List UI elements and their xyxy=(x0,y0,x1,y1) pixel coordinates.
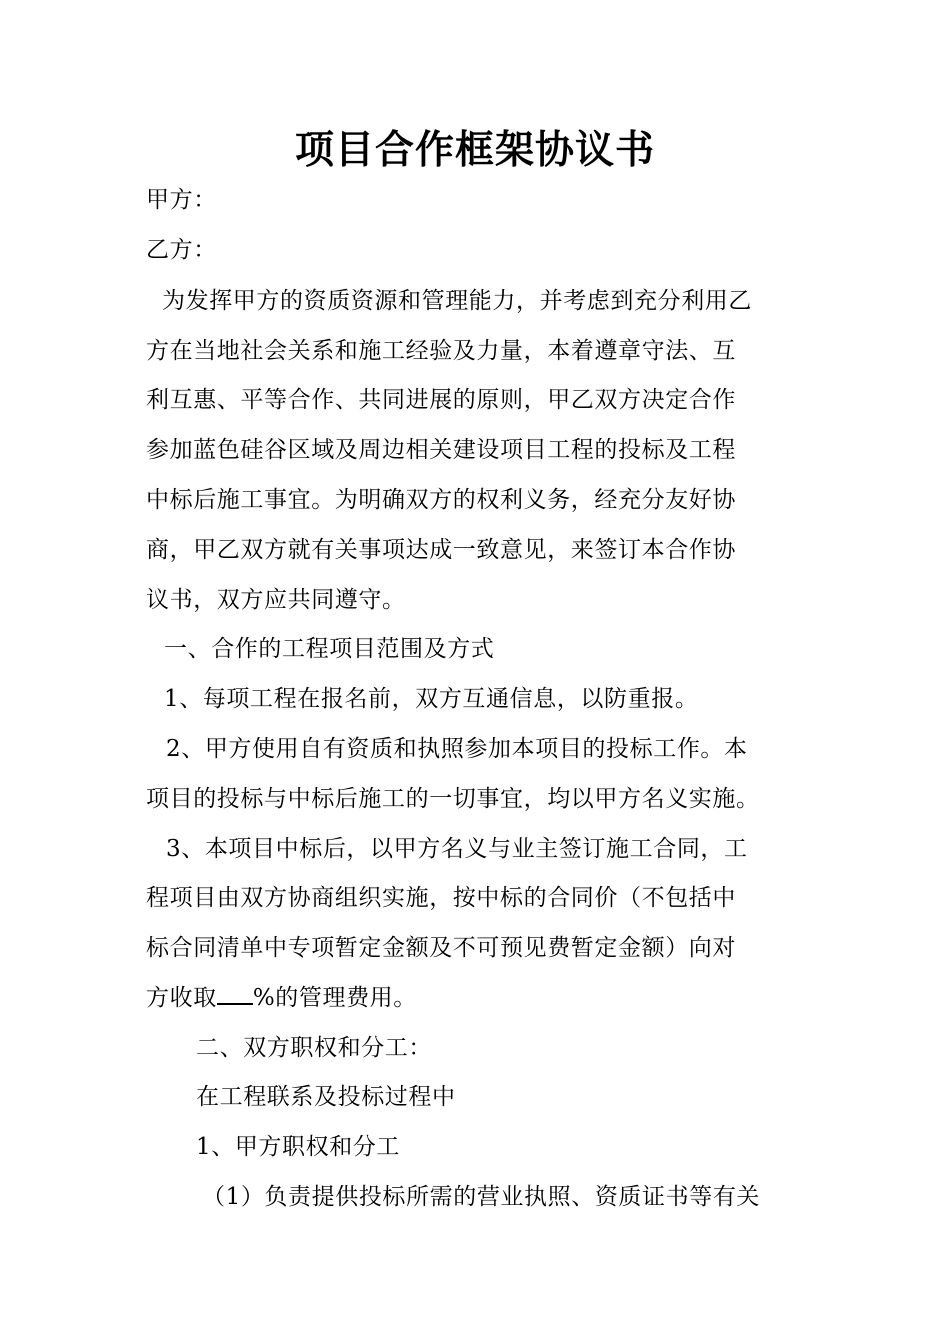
section-1-item-1: 1、每项工程在报名前，双方互通信息，以防重报。 xyxy=(164,686,699,712)
intro-line: 方在当地社会关系和施工经验及力量，本着遵章守法、互 xyxy=(146,338,736,364)
section-2-item-1-1: （1）负责提供投标所需的营业执照、资质证书等有关 xyxy=(202,1184,761,1210)
fee-suffix: %的管理费用。 xyxy=(252,985,417,1011)
section-1-item-3-last-line xyxy=(146,982,417,1014)
fee-percentage-blank xyxy=(217,983,253,1005)
intro-line: 商，甲乙双方就有关事项达成一致意见，来签订本合作协 xyxy=(146,537,736,563)
party-b-label: 乙方： xyxy=(146,237,217,263)
intro-line: 利互惠、平等合作、共同进展的原则，甲乙双方决定合作 xyxy=(146,387,736,413)
document-title: 项目合作框架协议书 xyxy=(294,127,655,173)
section-1-item-2-line: 2、甲方使用自有资质和执照参加本项目的投标工作。本 xyxy=(166,736,748,762)
section-1-item-3-line: 程项目由双方协商组织实施，按中标的合同价（不包括中 xyxy=(146,885,736,911)
intro-line: 参加蓝色硅谷区域及周边相关建设项目工程的投标及工程 xyxy=(146,437,736,463)
section-2-heading: 二、双方职权和分工： xyxy=(196,1035,432,1061)
party-a-label: 甲方： xyxy=(146,187,217,213)
intro-line: 中标后施工事宜。为明确双方的权利义务，经充分友好协 xyxy=(146,487,736,513)
section-1-item-3-line: 3、本项目中标后，以甲方名义与业主签订施工合同，工 xyxy=(166,836,748,862)
section-1-item-2-line: 项目的投标与中标后施工的一切事宜，均以甲方名义实施。 xyxy=(146,786,760,812)
section-1-heading: 一、合作的工程项目范围及方式 xyxy=(164,636,495,662)
intro-line: 议书，双方应共同遵守。 xyxy=(146,587,406,613)
section-2-subheading: 在工程联系及投标过程中 xyxy=(196,1084,456,1110)
section-2-item-1: 1、甲方职权和分工 xyxy=(196,1134,401,1160)
fee-prefix: 方收取 xyxy=(146,985,217,1011)
intro-line: 为发挥甲方的资质资源和管理能力，并考虑到充分利用乙 xyxy=(162,288,752,314)
section-1-item-3-line: 标合同清单中专项暂定金额及不可预见费暂定金额）向对 xyxy=(146,935,736,961)
